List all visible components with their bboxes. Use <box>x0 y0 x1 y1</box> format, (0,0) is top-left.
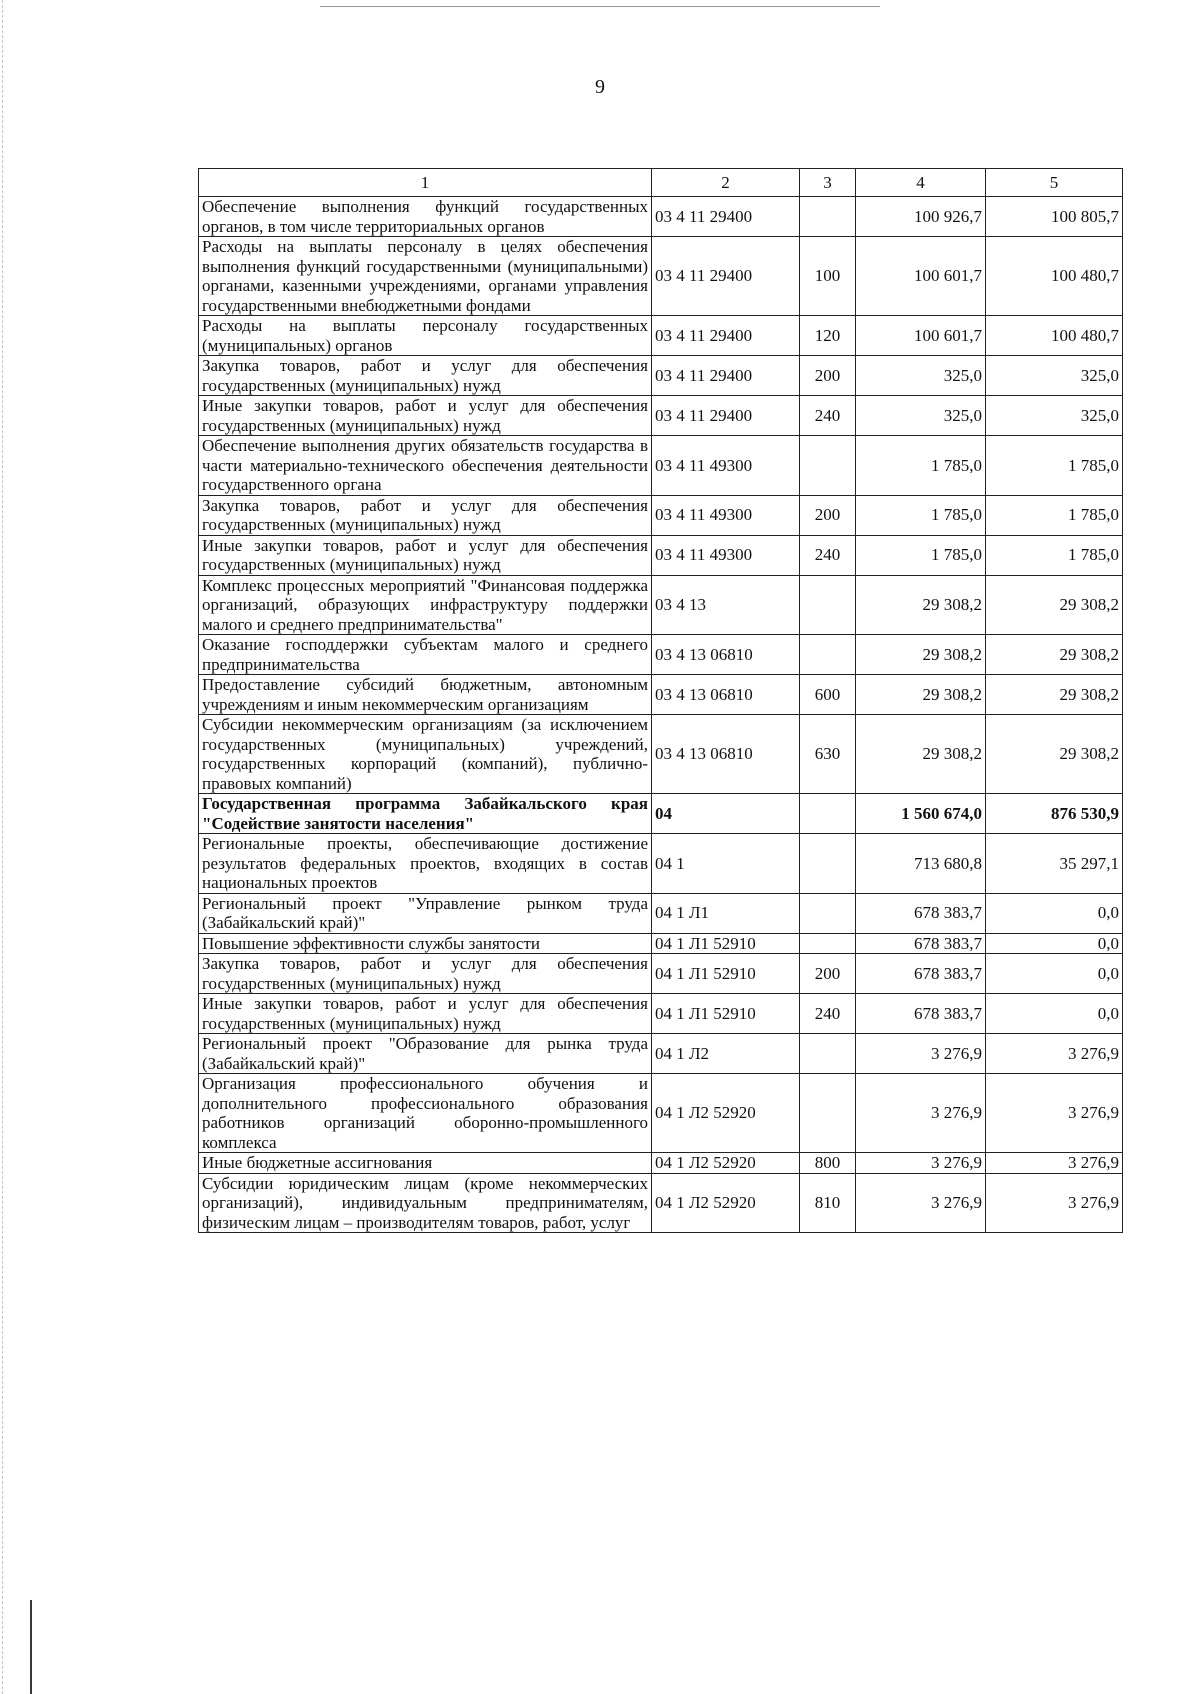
column-header-5: 5 <box>986 169 1123 197</box>
scan-left-edge <box>2 0 3 1694</box>
row-name: Закупка товаров, работ и услуг для обеспечения государственных (муниципальных) нужд <box>199 495 652 535</box>
table-row <box>199 994 1123 1034</box>
scan-top-rule <box>320 6 880 7</box>
row-code: 04 1 Л1 52910 <box>652 933 800 954</box>
table-row <box>199 675 1123 715</box>
row-name: Субсидии некоммерческим организациям (за исключением государственных (муниципальных) учреждений, государственных корпораций (компаний), публично-правовых компаний) <box>199 715 652 794</box>
row-code: 03 4 11 29400 <box>652 356 800 396</box>
row-name: Расходы на выплаты персоналу государственных (муниципальных) органов <box>199 316 652 356</box>
row-amount-col5: 0,0 <box>986 893 1123 933</box>
row-name: Обеспечение выполнения других обязательств государства в части материально-технического обеспечения деятельности государственного органа <box>199 436 652 496</box>
row-amount-col4: 3 276,9 <box>856 1173 986 1233</box>
table-row <box>199 933 1123 954</box>
row-code: 04 <box>652 794 800 834</box>
row-code: 04 1 <box>652 834 800 894</box>
budget-table <box>198 168 1123 1233</box>
row-amount-col5: 100 480,7 <box>986 237 1123 316</box>
row-code: 04 1 Л2 52920 <box>652 1153 800 1174</box>
table-row <box>199 535 1123 575</box>
row-expense-type <box>800 794 856 834</box>
column-header-4: 4 <box>856 169 986 197</box>
table-row <box>199 893 1123 933</box>
row-expense-type <box>800 893 856 933</box>
table-row <box>199 1173 1123 1233</box>
row-expense-type: 240 <box>800 396 856 436</box>
column-header-1: 1 <box>199 169 652 197</box>
row-amount-col5: 29 308,2 <box>986 715 1123 794</box>
table-row <box>199 356 1123 396</box>
row-name: Региональные проекты, обеспечивающие достижение результатов федеральных проектов, входящих в состав национальных проектов <box>199 834 652 894</box>
row-name: Региональный проект "Управление рынком труда (Забайкальский край)" <box>199 893 652 933</box>
row-expense-type: 200 <box>800 356 856 396</box>
row-amount-col4: 100 926,7 <box>856 197 986 237</box>
row-code: 03 4 13 06810 <box>652 715 800 794</box>
table-row <box>199 954 1123 994</box>
table-row <box>199 197 1123 237</box>
row-amount-col4: 678 383,7 <box>856 994 986 1034</box>
row-expense-type <box>800 197 856 237</box>
row-amount-col5: 0,0 <box>986 933 1123 954</box>
row-amount-col4: 325,0 <box>856 396 986 436</box>
column-header-2: 2 <box>652 169 800 197</box>
row-name: Оказание господдержки субъектам малого и среднего предпринимательства <box>199 635 652 675</box>
table-row <box>199 575 1123 635</box>
row-code: 03 4 11 49300 <box>652 436 800 496</box>
table-row <box>199 1074 1123 1153</box>
row-amount-col5: 100 480,7 <box>986 316 1123 356</box>
row-amount-col4: 325,0 <box>856 356 986 396</box>
row-code: 03 4 11 29400 <box>652 316 800 356</box>
row-amount-col5: 1 785,0 <box>986 535 1123 575</box>
row-amount-col5: 100 805,7 <box>986 197 1123 237</box>
row-amount-col4: 3 276,9 <box>856 1153 986 1174</box>
row-amount-col4: 3 276,9 <box>856 1074 986 1153</box>
row-expense-type: 200 <box>800 954 856 994</box>
row-expense-type <box>800 635 856 675</box>
row-code: 03 4 13 <box>652 575 800 635</box>
row-amount-col4: 1 785,0 <box>856 535 986 575</box>
row-code: 04 1 Л1 52910 <box>652 994 800 1034</box>
row-name: Организация профессионального обучения и дополнительного профессионального образования работников организаций оборонно-промышленного комплекса <box>199 1074 652 1153</box>
page-number: 9 <box>595 76 605 98</box>
row-amount-col4: 100 601,7 <box>856 237 986 316</box>
row-expense-type <box>800 436 856 496</box>
row-amount-col4: 713 680,8 <box>856 834 986 894</box>
row-code: 03 4 11 49300 <box>652 495 800 535</box>
row-amount-col4: 678 383,7 <box>856 954 986 994</box>
row-amount-col4: 29 308,2 <box>856 575 986 635</box>
row-amount-col4: 29 308,2 <box>856 635 986 675</box>
row-name: Обеспечение выполнения функций государственных органов, в том числе территориальных органов <box>199 197 652 237</box>
row-name: Закупка товаров, работ и услуг для обеспечения государственных (муниципальных) нужд <box>199 356 652 396</box>
row-expense-type: 600 <box>800 675 856 715</box>
row-expense-type <box>800 1074 856 1153</box>
row-code: 04 1 Л2 <box>652 1034 800 1074</box>
row-amount-col5: 29 308,2 <box>986 575 1123 635</box>
row-amount-col5: 1 785,0 <box>986 495 1123 535</box>
row-amount-col5: 29 308,2 <box>986 675 1123 715</box>
table-row <box>199 715 1123 794</box>
row-amount-col4: 3 276,9 <box>856 1034 986 1074</box>
row-amount-col5: 0,0 <box>986 954 1123 994</box>
row-name: Иные бюджетные ассигнования <box>199 1153 652 1174</box>
row-code: 04 1 Л1 52910 <box>652 954 800 994</box>
row-name: Субсидии юридическим лицам (кроме некоммерческих организаций), индивидуальным предпринимателям, физическим лицам – производителям товаров, работ, услуг <box>199 1173 652 1233</box>
table-row <box>199 237 1123 316</box>
table-row <box>199 635 1123 675</box>
row-name: Предоставление субсидий бюджетным, автономным учреждениям и иным некоммерческим организациям <box>199 675 652 715</box>
row-code: 03 4 11 29400 <box>652 197 800 237</box>
row-code: 03 4 11 29400 <box>652 237 800 316</box>
table-row <box>199 1034 1123 1074</box>
row-name: Повышение эффективности службы занятости <box>199 933 652 954</box>
table-row <box>199 436 1123 496</box>
row-amount-col5: 0,0 <box>986 994 1123 1034</box>
row-expense-type <box>800 1034 856 1074</box>
row-expense-type: 100 <box>800 237 856 316</box>
table-header-row <box>199 169 1123 197</box>
row-name: Региональный проект "Образование для рынка труда (Забайкальский край)" <box>199 1034 652 1074</box>
row-name: Иные закупки товаров, работ и услуг для обеспечения государственных (муниципальных) нужд <box>199 994 652 1034</box>
row-amount-col4: 678 383,7 <box>856 893 986 933</box>
row-expense-type: 810 <box>800 1173 856 1233</box>
row-name: Иные закупки товаров, работ и услуг для обеспечения государственных (муниципальных) нужд <box>199 396 652 436</box>
row-code: 04 1 Л2 52920 <box>652 1074 800 1153</box>
row-amount-col5: 3 276,9 <box>986 1153 1123 1174</box>
row-name: Комплекс процессных мероприятий "Финансовая поддержка организаций, образующих инфраструктуру поддержки малого и среднего предпринимательства" <box>199 575 652 635</box>
row-amount-col4: 29 308,2 <box>856 715 986 794</box>
row-amount-col4: 1 560 674,0 <box>856 794 986 834</box>
row-amount-col5: 3 276,9 <box>986 1173 1123 1233</box>
row-expense-type <box>800 834 856 894</box>
table-row <box>199 794 1123 834</box>
row-code: 03 4 11 49300 <box>652 535 800 575</box>
table-row <box>199 316 1123 356</box>
row-amount-col4: 100 601,7 <box>856 316 986 356</box>
row-expense-type: 240 <box>800 994 856 1034</box>
table-row <box>199 1153 1123 1174</box>
scan-bottom-edge <box>30 1600 32 1694</box>
row-code: 04 1 Л1 <box>652 893 800 933</box>
row-expense-type: 630 <box>800 715 856 794</box>
row-amount-col5: 1 785,0 <box>986 436 1123 496</box>
row-code: 04 1 Л2 52920 <box>652 1173 800 1233</box>
row-expense-type <box>800 575 856 635</box>
row-code: 03 4 13 06810 <box>652 635 800 675</box>
row-expense-type: 240 <box>800 535 856 575</box>
table-row <box>199 495 1123 535</box>
row-name: Расходы на выплаты персоналу в целях обеспечения выполнения функций государственными (муниципальными) органами, казенными учреждениями, органами управления государственными внебюджетными фондами <box>199 237 652 316</box>
row-amount-col4: 1 785,0 <box>856 436 986 496</box>
table-row <box>199 396 1123 436</box>
table-row <box>199 834 1123 894</box>
row-expense-type: 120 <box>800 316 856 356</box>
row-amount-col5: 3 276,9 <box>986 1034 1123 1074</box>
row-amount-col4: 1 785,0 <box>856 495 986 535</box>
row-expense-type: 800 <box>800 1153 856 1174</box>
row-code: 03 4 11 29400 <box>652 396 800 436</box>
row-code: 03 4 13 06810 <box>652 675 800 715</box>
row-expense-type <box>800 933 856 954</box>
row-name: Закупка товаров, работ и услуг для обеспечения государственных (муниципальных) нужд <box>199 954 652 994</box>
row-amount-col5: 325,0 <box>986 396 1123 436</box>
row-name: Государственная программа Забайкальского края "Содействие занятости населения" <box>199 794 652 834</box>
row-amount-col5: 35 297,1 <box>986 834 1123 894</box>
row-amount-col5: 3 276,9 <box>986 1074 1123 1153</box>
column-header-3: 3 <box>800 169 856 197</box>
row-name: Иные закупки товаров, работ и услуг для обеспечения государственных (муниципальных) нужд <box>199 535 652 575</box>
row-amount-col4: 678 383,7 <box>856 933 986 954</box>
row-amount-col5: 876 530,9 <box>986 794 1123 834</box>
row-amount-col5: 29 308,2 <box>986 635 1123 675</box>
row-amount-col4: 29 308,2 <box>856 675 986 715</box>
row-expense-type: 200 <box>800 495 856 535</box>
row-amount-col5: 325,0 <box>986 356 1123 396</box>
